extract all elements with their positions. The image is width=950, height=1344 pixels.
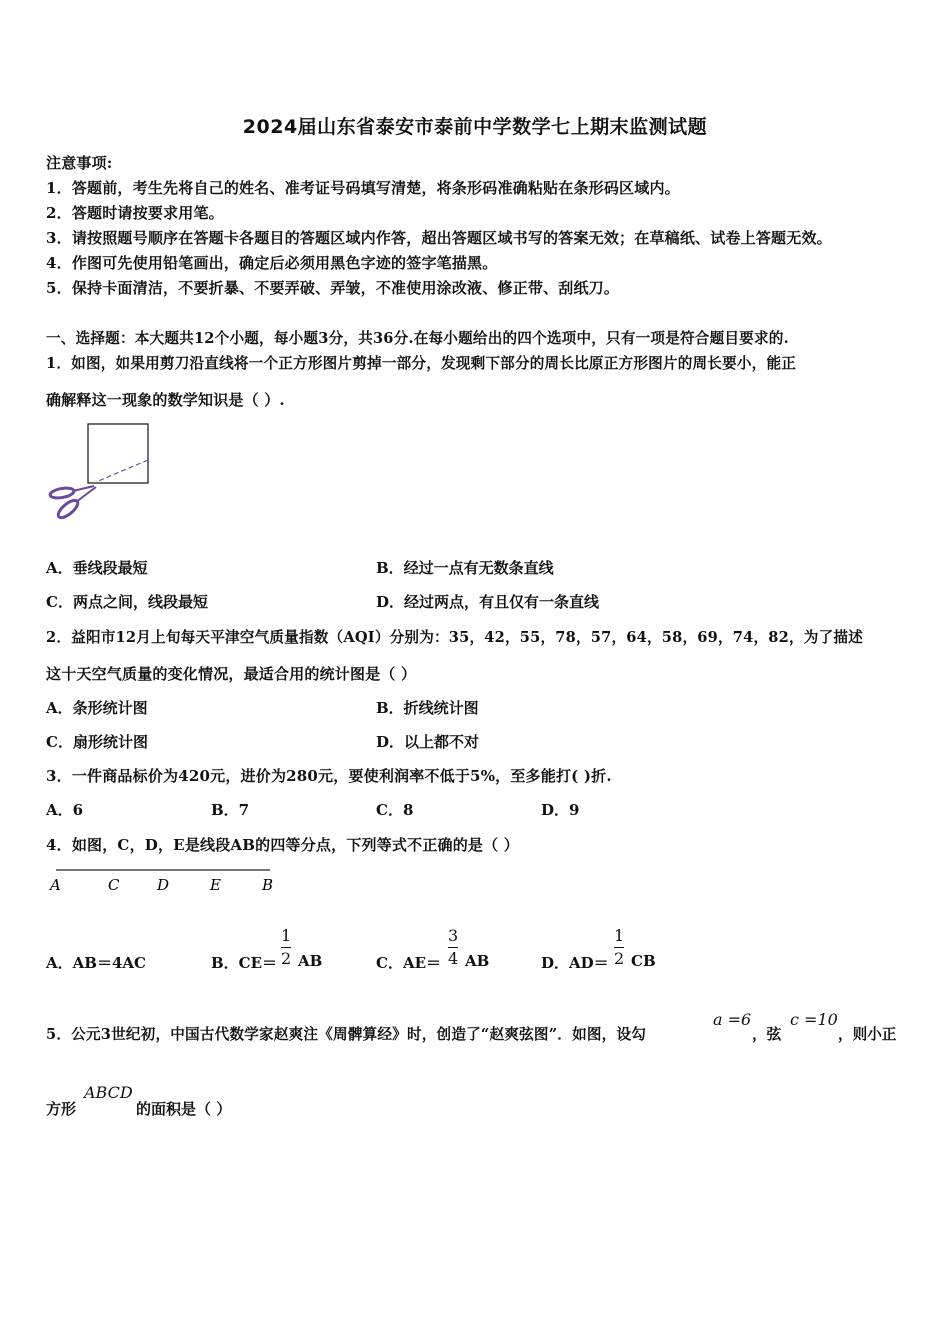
q2-option-a: A．条形统计图	[46, 699, 148, 717]
fraction-denominator: 2	[614, 949, 625, 968]
q2-text-line2: 这十天空气质量的变化情况，最适合用的统计图是（ ）	[46, 665, 417, 683]
q3-option-b: B．7	[211, 801, 250, 819]
cut-line	[96, 460, 148, 482]
q4-option-a: A．AB＝4AC	[46, 954, 146, 972]
q5-expr-a: a =6	[713, 1010, 752, 1029]
q2-option-b: B．折线统计图	[376, 699, 479, 717]
q3-text: 3．一件商品标价为420元，进价为280元，要使利润率不低于5%，至多能打( )折.	[46, 767, 612, 785]
segment-ab-figure	[44, 862, 284, 896]
scissors-square-figure	[44, 420, 154, 525]
q4-option-b-suffix: AB	[298, 952, 323, 970]
point-label-d: D	[157, 876, 170, 894]
scissors-icon	[49, 486, 96, 521]
fraction-numerator: 1	[281, 926, 292, 945]
q3-option-d: D．9	[541, 801, 580, 819]
q5-text-part2: ，弦	[752, 1026, 782, 1043]
fraction-numerator: 1	[614, 926, 625, 945]
fraction-one-half	[281, 928, 291, 967]
q5-line2-prefix: 方形	[46, 1100, 77, 1118]
notice-item: 2．答题时请按要求用笔。	[46, 204, 224, 222]
section-heading: 一、选择题：本大题共12个小题，每小题3分，共36分.在每小题给出的四个选项中，只有一项是符合题目要求的.	[46, 330, 789, 347]
notice-item: 5．保持卡面清洁，不要折暴、不要弄破、弄皱，不准使用涂改液、修正带、刮纸刀。	[46, 279, 620, 297]
page-title: 2024届山东省泰安市泰前中学数学七上期末监测试题	[242, 116, 708, 138]
q1-option-b: B．经过一点有无数条直线	[376, 559, 554, 577]
q2-option-c: C．扇形统计图	[46, 733, 148, 751]
q5-line2-suffix: 的面积是（ ）	[136, 1100, 232, 1118]
point-label-e: E	[210, 876, 221, 894]
fraction-one-half	[614, 928, 624, 967]
q3-option-c: C．8	[376, 801, 414, 819]
fraction-numerator: 3	[448, 926, 459, 945]
point-label-b: B	[262, 876, 274, 894]
q1-text-line1: 1．如图，如果用剪刀沿直线将一个正方形图片剪掉一部分，发现剩下部分的周长比原正方形图片的周长要小，能正	[46, 355, 797, 372]
notice-item: 1．答题前，考生先将自己的姓名、准考证号码填写清楚，将条形码准确粘贴在条形码区域内。	[46, 179, 680, 197]
q3-option-a: A．6	[46, 801, 84, 819]
q1-option-a: A．垂线段最短	[46, 559, 148, 577]
notice-heading: 注意事项:	[46, 154, 113, 172]
q5-expr-c: c =10	[790, 1010, 838, 1029]
q1-option-d: D．经过两点，有且仅有一条直线	[376, 593, 600, 611]
q4-text: 4．如图，C，D，E是线段AB的四等分点，下列等式不正确的是（ ）	[46, 836, 519, 854]
q1-option-c: C．两点之间，线段最短	[46, 593, 208, 611]
notice-item: 4．作图可先使用铅笔画出，确定后必须用黑色字迹的签字笔描黑。	[46, 254, 498, 272]
point-label-c: C	[108, 876, 120, 894]
q5-square-name: ABCD	[84, 1083, 133, 1102]
q4-option-c-suffix: AB	[465, 952, 490, 970]
q5-text-part1: 5．公元3世纪初，中国古代数学家赵爽注《周髀算经》时，创造了“赵爽弦图”．如图，设勾	[46, 1026, 647, 1043]
fraction-three-quarters	[448, 928, 458, 967]
notice-item: 3．请按照题号顺序在答题卡各题目的答题区域内作答，超出答题区域书写的答案无效；在草稿纸、试卷上答题无效。	[46, 229, 832, 247]
square-shape	[88, 424, 148, 483]
q4-option-b-prefix: B．CE＝	[211, 954, 278, 972]
q1-text-line2: 确解释这一现象的数学知识是（ ）.	[46, 391, 285, 409]
fraction-denominator: 2	[281, 949, 292, 968]
q5-text-part3: ，则小正	[838, 1026, 897, 1043]
fraction-denominator: 4	[448, 949, 459, 968]
q2-text-line1: 2．益阳市12月上旬每天平津空气质量指数（AQI）分别为：35，42，55，78，57，64，58，69，74，82，为了描述	[46, 629, 863, 646]
point-label-a: A	[50, 876, 61, 894]
q4-option-c-prefix: C．AE＝	[376, 954, 442, 972]
q4-option-d-suffix: CB	[631, 952, 656, 970]
q2-option-d: D．以上都不对	[376, 733, 480, 751]
q4-option-d-prefix: D．AD＝	[541, 954, 609, 972]
